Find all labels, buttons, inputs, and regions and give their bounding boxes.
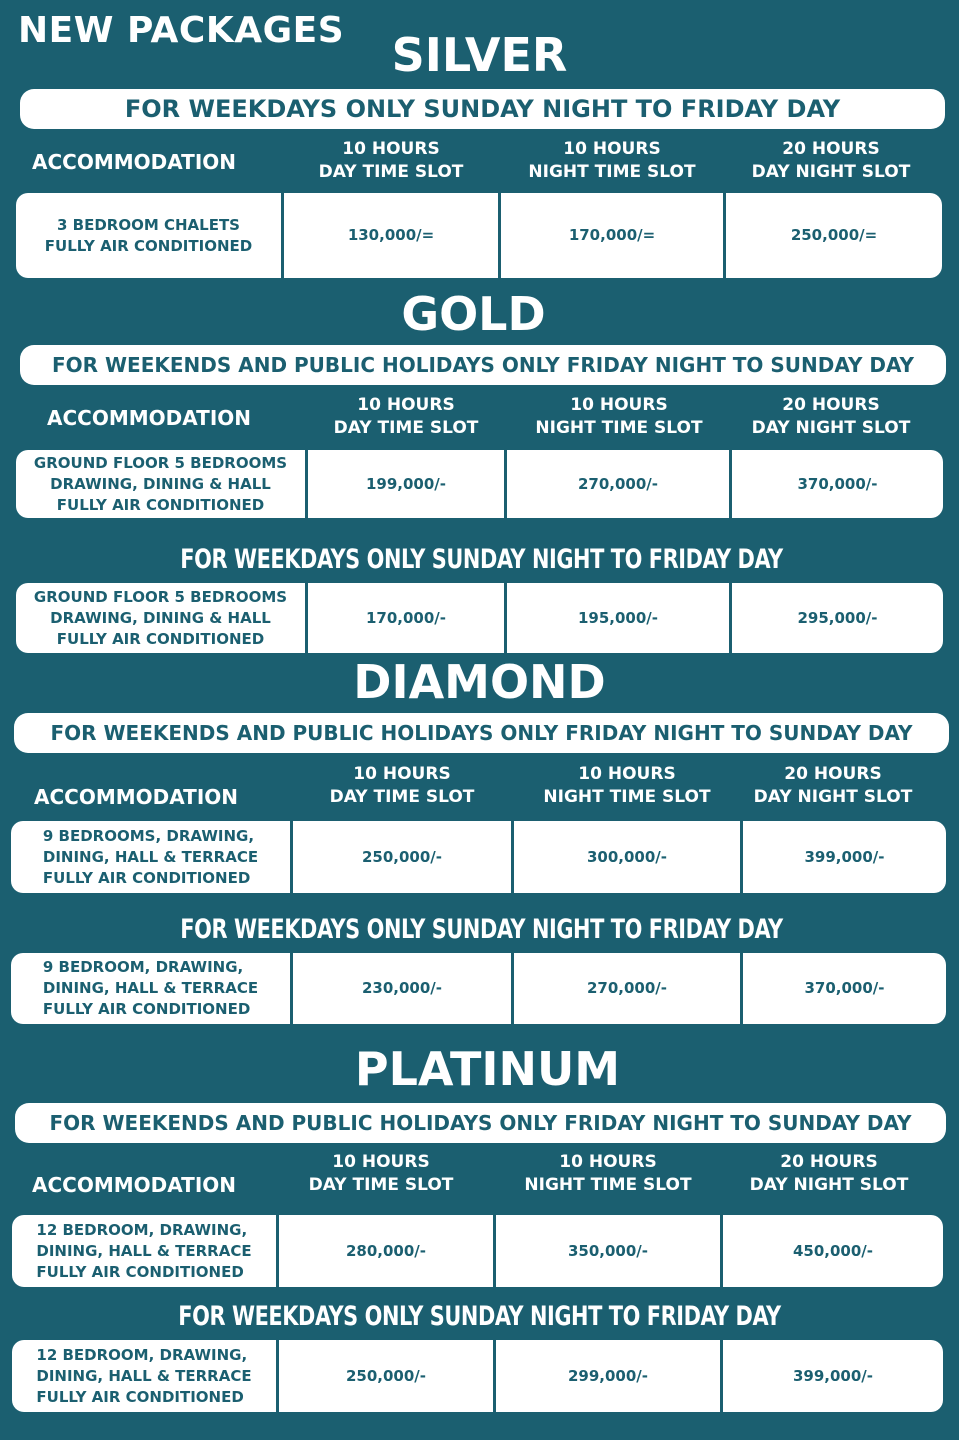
- platinum-weekends-day-price: 280,000/-: [279, 1215, 493, 1287]
- gold-header-accommodation: ACCOMMODATION: [47, 406, 251, 430]
- platinum-header-night: 10 HOURS NIGHT TIME SLOT: [524, 1152, 692, 1195]
- diamond-weekends-daynight-price: 399,000/-: [743, 821, 946, 893]
- gold-weekdays-row: [16, 583, 943, 653]
- platinum-header-day: 10 HOURS DAY TIME SLOT: [308, 1152, 454, 1195]
- diamond-weekdays-row: [11, 953, 946, 1024]
- diamond-header-daynight: 20 HOURS DAY NIGHT SLOT: [753, 764, 913, 807]
- diamond-header-accommodation: ACCOMMODATION: [34, 785, 238, 809]
- silver-weekdays-banner: FOR WEEKDAYS ONLY SUNDAY NIGHT TO FRIDAY DAY: [20, 89, 945, 129]
- silver-header-night: 10 HOURS NIGHT TIME SLOT: [528, 139, 696, 182]
- platinum-weekends-banner: FOR WEEKENDS AND PUBLIC HOLIDAYS ONLY FRIDAY NIGHT TO SUNDAY DAY: [15, 1103, 946, 1143]
- platinum-weekdays-day-price: 250,000/-: [279, 1340, 493, 1412]
- platinum-weekdays-daynight-price: 399,000/-: [723, 1340, 943, 1412]
- gold-weekends-row: [16, 450, 943, 518]
- gold-header-day: 10 HOURS DAY TIME SLOT: [333, 395, 479, 438]
- silver-title: SILVER: [391, 28, 568, 82]
- gold-weekdays-accommodation: GROUND FLOOR 5 BEDROOMS DRAWING, DINING & HALL FULLY AIR CONDITIONED: [16, 583, 305, 653]
- platinum-weekdays-night-price: 299,000/-: [496, 1340, 720, 1412]
- page-title: NEW PACKAGES: [18, 10, 345, 51]
- platinum-weekends-night-price: 350,000/-: [496, 1215, 720, 1287]
- platinum-header-daynight: 20 HOURS DAY NIGHT SLOT: [749, 1152, 909, 1195]
- diamond-weekdays-accommodation: 9 BEDROOM, DRAWING, DINING, HALL & TERRACE FULLY AIR CONDITIONED: [11, 953, 290, 1024]
- platinum-weekdays-banner: FOR WEEKDAYS ONLY SUNDAY NIGHT TO FRIDAY DAY: [178, 1301, 781, 1332]
- platinum-weekends-daynight-price: 450,000/-: [723, 1215, 943, 1287]
- silver-weekdays-daynight-price: 250,000/=: [726, 193, 942, 278]
- diamond-weekdays-day-price: 230,000/-: [293, 953, 511, 1024]
- gold-weekends-daynight-price: 370,000/-: [732, 450, 943, 518]
- diamond-weekends-day-price: 250,000/-: [293, 821, 511, 893]
- gold-weekdays-banner: FOR WEEKDAYS ONLY SUNDAY NIGHT TO FRIDAY DAY: [180, 544, 783, 575]
- diamond-weekends-accommodation: 9 BEDROOMS, DRAWING, DINING, HALL & TERRACE FULLY AIR CONDITIONED: [11, 821, 290, 893]
- diamond-weekdays-night-price: 270,000/-: [514, 953, 740, 1024]
- gold-weekends-banner: FOR WEEKENDS AND PUBLIC HOLIDAYS ONLY FRIDAY NIGHT TO SUNDAY DAY: [20, 345, 946, 385]
- diamond-header-day: 10 HOURS DAY TIME SLOT: [329, 764, 475, 807]
- diamond-weekdays-daynight-price: 370,000/-: [743, 953, 946, 1024]
- gold-weekends-accommodation: GROUND FLOOR 5 BEDROOMS DRAWING, DINING & HALL FULLY AIR CONDITIONED: [16, 450, 305, 518]
- platinum-header-accommodation: ACCOMMODATION: [32, 1173, 236, 1197]
- gold-weekdays-night-price: 195,000/-: [507, 583, 729, 653]
- platinum-weekends-row: [12, 1215, 943, 1287]
- gold-weekdays-daynight-price: 295,000/-: [732, 583, 943, 653]
- diamond-weekends-banner: FOR WEEKENDS AND PUBLIC HOLIDAYS ONLY FRIDAY NIGHT TO SUNDAY DAY: [14, 713, 949, 753]
- diamond-weekends-night-price: 300,000/-: [514, 821, 740, 893]
- gold-weekends-day-price: 199,000/-: [308, 450, 504, 518]
- platinum-weekdays-accommodation: 12 BEDROOM, DRAWING, DINING, HALL & TERRACE FULLY AIR CONDITIONED: [12, 1340, 276, 1412]
- gold-weekends-night-price: 270,000/-: [507, 450, 729, 518]
- platinum-title: PLATINUM: [354, 1042, 621, 1096]
- silver-weekdays-row: [16, 193, 942, 278]
- diamond-header-night: 10 HOURS NIGHT TIME SLOT: [543, 764, 711, 807]
- gold-header-daynight: 20 HOURS DAY NIGHT SLOT: [751, 395, 911, 438]
- silver-header-day: 10 HOURS DAY TIME SLOT: [318, 139, 464, 182]
- diamond-weekends-row: [11, 821, 946, 893]
- gold-weekdays-day-price: 170,000/-: [308, 583, 504, 653]
- silver-weekdays-day-price: 130,000/=: [284, 193, 498, 278]
- silver-weekdays-night-price: 170,000/=: [501, 193, 723, 278]
- gold-title: GOLD: [401, 287, 546, 341]
- diamond-title: DIAMOND: [353, 655, 606, 709]
- gold-header-night: 10 HOURS NIGHT TIME SLOT: [535, 395, 703, 438]
- diamond-weekdays-banner: FOR WEEKDAYS ONLY SUNDAY NIGHT TO FRIDAY DAY: [180, 914, 783, 945]
- platinum-weekends-accommodation: 12 BEDROOM, DRAWING, DINING, HALL & TERRACE FULLY AIR CONDITIONED: [12, 1215, 276, 1287]
- silver-weekdays-accommodation: 3 BEDROOM CHALETS FULLY AIR CONDITIONED: [16, 193, 281, 278]
- silver-header-daynight: 20 HOURS DAY NIGHT SLOT: [751, 139, 911, 182]
- silver-header-accommodation: ACCOMMODATION: [32, 150, 236, 174]
- platinum-weekdays-row: [12, 1340, 943, 1412]
